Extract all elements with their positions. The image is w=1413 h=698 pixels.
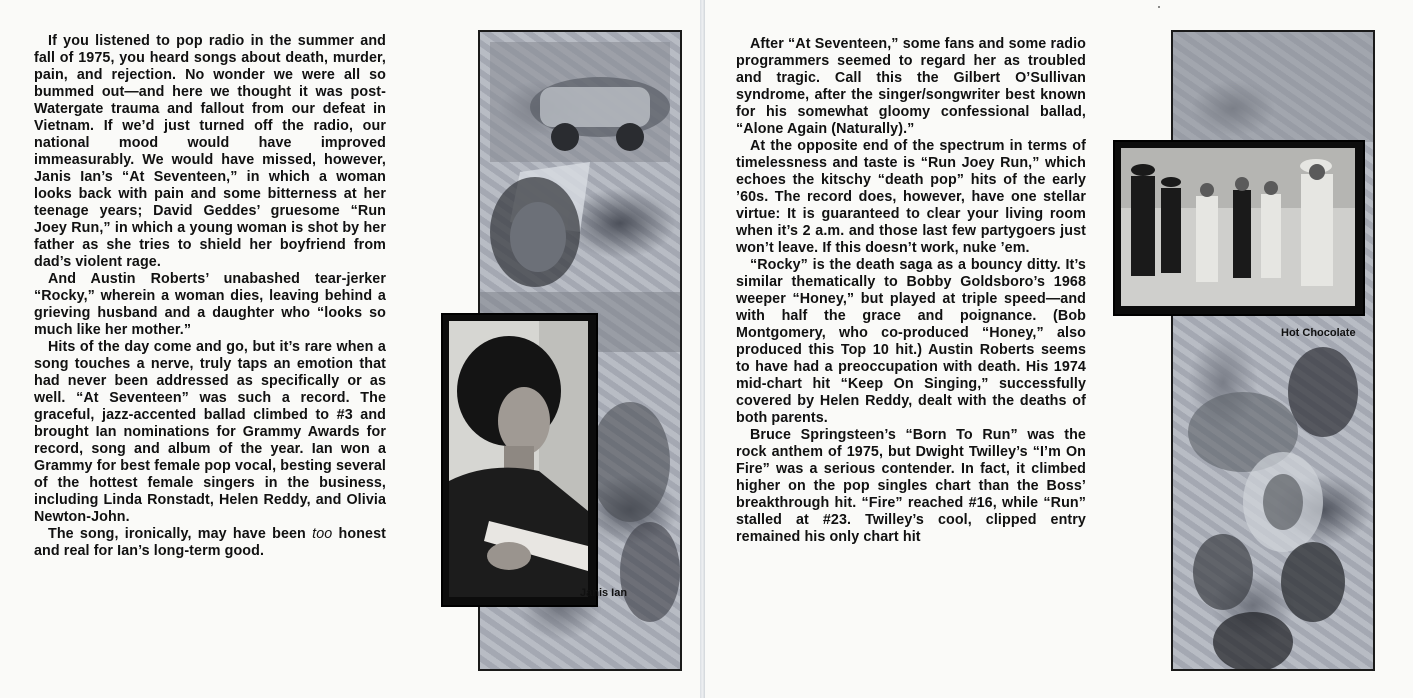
janis-ian-photo bbox=[441, 313, 598, 607]
hot-chocolate-photo bbox=[1113, 140, 1365, 316]
band-image bbox=[1121, 148, 1355, 306]
speck bbox=[1158, 6, 1160, 8]
paragraph: At the opposite end of the spectrum in terms of timelessness and taste is “Run Joey Run,” which echoes the kitschy “death pop” hits of the early ’60s. The record does, however, have one stellar virtue: It is guaranteed to clear your living room when it’s 2 a.m. and those last few partygoers just won’t leave. If this doesn’t work, nuke ’em. bbox=[736, 138, 1086, 256]
paragraph: If you listened to pop radio in the summer and fall of 1975, you heard songs about death, murder, pain, and rejection. No wonder we were all so bummed out—and here we thought it was post-Watergate trauma and fallout from our defeat in Vietnam. If we’d just turned off the radio, our national mood would have improved immeasurably. We would have missed, however, Janis Ian’s “At Seventeen,” in which a woman looks back with pain and some bitterness at her teenage years; David Geddes’ gruesome “Run Joey Run,” in which a young woman is shot by her father as she tries to shield her boyfriend from dad’s violent rage. bbox=[34, 33, 386, 270]
paragraph: And Austin Roberts’ unabashed tear-jerker “Rocky,” wherein a woman dies, leaving behind a grieving husband and a daughter who “looks so much like her mother.” bbox=[34, 271, 386, 338]
right-collage-strip bbox=[1171, 30, 1375, 671]
paragraph bbox=[34, 526, 386, 560]
paragraph: After “At Seventeen,” some fans and some radio programmers seemed to regard her as troubled and tragic. Call this the Gilbert O’Sullivan syndrome, after the singer/songwriter best known for his somewhat gloomy confessional ballad, “Alone Again (Naturally).” bbox=[736, 36, 1086, 137]
text-run: The song, ironically, may have been bbox=[48, 526, 313, 542]
photo-caption: Hot Chocolate bbox=[1281, 327, 1356, 339]
paragraph: “Rocky” is the death saga as a bouncy ditty. It’s similar thematically to Bobby Goldsboro’s 1968 weeper “Honey,” but played at triple speed—and with half the grace and poignance. (Bob Montgomery, who co-produced “Honey,” also produced this Top 10 hit.) Austin Roberts seems to have had a preoccupation with death. His 1974 mid-chart hit “Keep On Singing,” successfully covered by Helen Reddy, dealt with the deaths of both parents. bbox=[736, 257, 1086, 426]
portrait-image bbox=[449, 321, 588, 597]
text-run: honest and real for Ian’s long-term good. bbox=[34, 526, 386, 559]
italic-text: too bbox=[312, 526, 333, 542]
photo-caption: Janis Ian bbox=[580, 587, 628, 599]
collage-art bbox=[1173, 32, 1373, 669]
paragraph: Hits of the day come and go, but it’s rare when a song touches a nerve, truly taps an emotion that had never been addressed as specifically or as well. “At Seventeen” was such a record. The graceful, jazz-accented ballad climbed to #3 and brought Ian nominations for Grammy Awards for record, song and album of the year. Ian won a Grammy for best female pop vocal, besting several of the hottest female singers in the business, including Linda Ronstadt, Helen Reddy, and Olivia Newton-John. bbox=[34, 339, 386, 525]
left-article-text bbox=[34, 33, 386, 560]
paragraph: Bruce Springsteen’s “Born To Run” was the rock anthem of 1975, but Dwight Twilley’s “I’m On Fire” was a serious contender. In fact, it climbed higher on the pop singles chart than the Boss’ breakthrough hit. “Fire” reached #16, while “Run” stalled at #23. Twilley’s cool, clipped entry remained his only chart hit bbox=[736, 427, 1086, 545]
right-article-text bbox=[736, 36, 1086, 546]
